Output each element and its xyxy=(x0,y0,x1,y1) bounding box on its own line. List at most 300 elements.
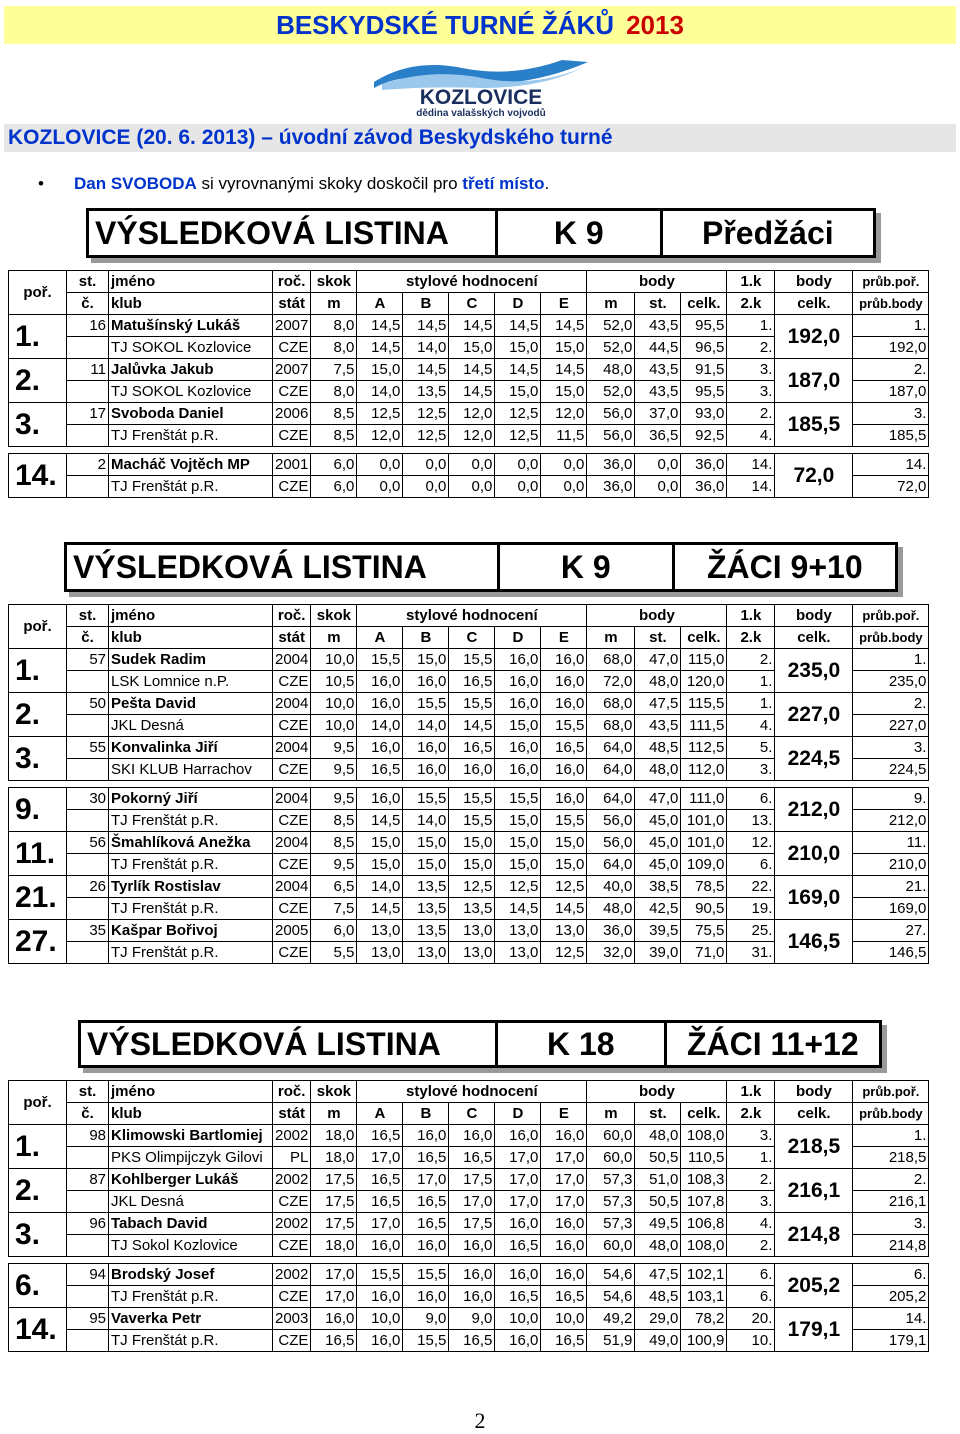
score: 50,5 xyxy=(635,1191,681,1213)
running-points: 224,5 xyxy=(853,759,929,781)
athlete-name: Macháč Vojtěch MP xyxy=(109,454,273,476)
col-header-total-points: body xyxy=(775,1081,853,1103)
score: 16,0 xyxy=(403,1286,449,1308)
score: 14,5 xyxy=(449,381,495,403)
country: CZE xyxy=(273,476,311,498)
score: 16,5 xyxy=(495,1235,541,1257)
place: 14. xyxy=(9,454,67,498)
col-header-judge-d: D xyxy=(495,1103,541,1125)
score: 32,0 xyxy=(587,942,635,964)
score: 8,0 xyxy=(311,337,357,359)
birth-year: 2002 xyxy=(273,1213,311,1235)
running-points: 169,0 xyxy=(853,898,929,920)
col-header-jump: skok xyxy=(311,1081,357,1103)
birth-year: 2004 xyxy=(273,788,311,810)
table-row xyxy=(9,1308,929,1330)
place: 2. xyxy=(9,1169,67,1213)
score: 12,5 xyxy=(541,942,587,964)
col-header-points-style: st. xyxy=(635,293,681,315)
col-header-judge-b: B xyxy=(403,1103,449,1125)
col-header-round1: 1.k xyxy=(727,271,775,293)
score: 15,0 xyxy=(495,715,541,737)
col-header-rank: poř. xyxy=(9,271,67,315)
place: 2. xyxy=(9,693,67,737)
score: 68,0 xyxy=(587,693,635,715)
score: 96,5 xyxy=(681,337,727,359)
athlete-name: Pokorný Jiří xyxy=(109,788,273,810)
place: 3. xyxy=(9,403,67,447)
running-rank: 3. xyxy=(853,403,929,425)
col-header-judge-d: D xyxy=(495,627,541,649)
score: 6,0 xyxy=(311,920,357,942)
score: 13,0 xyxy=(357,942,403,964)
round-rank: 5. xyxy=(727,737,775,759)
score: 17,0 xyxy=(495,1147,541,1169)
round-rank: 1. xyxy=(727,1147,775,1169)
banner-title: VÝSLEDKOVÁ LISTINA xyxy=(81,1023,498,1065)
score: 47,5 xyxy=(635,693,681,715)
club-name: TJ Frenštát p.R. xyxy=(109,854,273,876)
col-header-country: stát xyxy=(273,1103,311,1125)
start-number: 94 xyxy=(67,1264,109,1286)
score: 11,5 xyxy=(541,425,587,447)
blank xyxy=(67,476,109,498)
score: 16,5 xyxy=(357,1125,403,1147)
col-header-round2: 2.k xyxy=(727,1103,775,1125)
score: 8,5 xyxy=(311,403,357,425)
blank xyxy=(67,425,109,447)
score: 16,5 xyxy=(357,1169,403,1191)
blank xyxy=(67,337,109,359)
score: 6,5 xyxy=(311,876,357,898)
score: 48,0 xyxy=(635,671,681,693)
col-header-year: roč. xyxy=(273,271,311,293)
col-header-judge-b: B xyxy=(403,627,449,649)
score: 15,0 xyxy=(541,381,587,403)
score: 16,0 xyxy=(357,693,403,715)
table-row xyxy=(9,876,929,898)
col-header-points-distance: m xyxy=(587,293,635,315)
start-number: 96 xyxy=(67,1213,109,1235)
club-name: TJ Frenštát p.R. xyxy=(109,1286,273,1308)
birth-year: 2004 xyxy=(273,693,311,715)
start-number: 98 xyxy=(67,1125,109,1147)
table-row xyxy=(9,1264,929,1286)
col-header-club: klub xyxy=(109,293,273,315)
score: 15,0 xyxy=(495,337,541,359)
table-gap xyxy=(9,1257,929,1264)
score: 52,0 xyxy=(587,315,635,337)
start-number: 55 xyxy=(67,737,109,759)
col-header-start: st. xyxy=(67,1081,109,1103)
score: 109,0 xyxy=(681,854,727,876)
col-header-judge-c: C xyxy=(449,627,495,649)
total-points: 235,0 xyxy=(775,649,853,693)
score: 13,0 xyxy=(403,942,449,964)
col-header-points-total: celk. xyxy=(681,1103,727,1125)
score: 12,0 xyxy=(449,425,495,447)
running-rank: 21. xyxy=(853,876,929,898)
place: 14. xyxy=(9,1308,67,1352)
col-header-style: stylové hodnocení xyxy=(357,605,587,627)
start-number: 95 xyxy=(67,1308,109,1330)
score: 12,0 xyxy=(449,403,495,425)
col-header-running-rank: průb.poř. xyxy=(853,1081,929,1103)
score: 54,6 xyxy=(587,1264,635,1286)
round-rank: 6. xyxy=(727,854,775,876)
blank xyxy=(67,381,109,403)
country: CZE xyxy=(273,1286,311,1308)
running-points: 185,5 xyxy=(853,425,929,447)
score: 12,5 xyxy=(403,403,449,425)
birth-year: 2005 xyxy=(273,920,311,942)
score: 15,5 xyxy=(449,788,495,810)
running-rank: 3. xyxy=(853,1213,929,1235)
round-rank: 19. xyxy=(727,898,775,920)
score: 100,9 xyxy=(681,1330,727,1352)
round-rank: 2. xyxy=(727,337,775,359)
score: 12,5 xyxy=(449,876,495,898)
score: 15,5 xyxy=(357,649,403,671)
total-points: 205,2 xyxy=(775,1264,853,1308)
round-rank: 4. xyxy=(727,425,775,447)
score: 16,5 xyxy=(449,1330,495,1352)
col-header-name: jméno xyxy=(109,605,273,627)
running-rank: 14. xyxy=(853,454,929,476)
round-rank: 3. xyxy=(727,1125,775,1147)
score: 16,0 xyxy=(449,759,495,781)
score: 16,5 xyxy=(403,1213,449,1235)
score: 16,5 xyxy=(311,1330,357,1352)
score: 50,5 xyxy=(635,1147,681,1169)
running-points: 227,0 xyxy=(853,715,929,737)
country: CZE xyxy=(273,671,311,693)
score: 17,0 xyxy=(449,1191,495,1213)
score: 17,0 xyxy=(357,1147,403,1169)
score: 13,5 xyxy=(403,898,449,920)
col-header-judge-a: A xyxy=(357,627,403,649)
country: CZE xyxy=(273,1330,311,1352)
banner-category: ŽÁCI 11+12 xyxy=(686,1025,859,1062)
score: 102,1 xyxy=(681,1264,727,1286)
score: 16,0 xyxy=(541,1213,587,1235)
score: 16,0 xyxy=(495,759,541,781)
score: 14,5 xyxy=(403,315,449,337)
score: 15,0 xyxy=(449,854,495,876)
score: 57,3 xyxy=(587,1213,635,1235)
blank xyxy=(67,715,109,737)
score: 110,5 xyxy=(681,1147,727,1169)
col-header-year: roč. xyxy=(273,605,311,627)
col-header-start: st. xyxy=(67,605,109,627)
birth-year: 2001 xyxy=(273,454,311,476)
club-name: LSK Lomnice n.P. xyxy=(109,671,273,693)
score: 16,0 xyxy=(495,671,541,693)
running-points: 218,5 xyxy=(853,1147,929,1169)
country: CZE xyxy=(273,715,311,737)
running-rank: 27. xyxy=(853,920,929,942)
score: 17,0 xyxy=(541,1191,587,1213)
col-header-club: klub xyxy=(109,627,273,649)
total-points: 192,0 xyxy=(775,315,853,359)
athlete-name: Kašpar Bořivoj xyxy=(109,920,273,942)
score: 15,0 xyxy=(357,359,403,381)
col-header-points-total: celk. xyxy=(681,627,727,649)
score: 45,0 xyxy=(635,832,681,854)
col-header-distance: m xyxy=(311,1103,357,1125)
col-header-no: č. xyxy=(67,1103,109,1125)
score: 72,0 xyxy=(587,671,635,693)
score: 10,0 xyxy=(311,715,357,737)
score: 49,5 xyxy=(635,1213,681,1235)
club-name: TJ Sokol Kozlovice xyxy=(109,1235,273,1257)
score: 43,5 xyxy=(635,381,681,403)
round-rank: 2. xyxy=(727,1235,775,1257)
score: 15,5 xyxy=(449,810,495,832)
col-header-judge-a: A xyxy=(357,1103,403,1125)
round-rank: 25. xyxy=(727,920,775,942)
score: 115,5 xyxy=(681,693,727,715)
score: 56,0 xyxy=(587,810,635,832)
running-points: 205,2 xyxy=(853,1286,929,1308)
col-header-rank: poř. xyxy=(9,1081,67,1125)
blank xyxy=(67,1235,109,1257)
score: 78,2 xyxy=(681,1308,727,1330)
round-rank: 2. xyxy=(727,403,775,425)
score: 16,5 xyxy=(449,671,495,693)
round-rank: 6. xyxy=(727,1264,775,1286)
round-rank: 10. xyxy=(727,1330,775,1352)
col-header-judge-d: D xyxy=(495,293,541,315)
total-points: 224,5 xyxy=(775,737,853,781)
score: 0,0 xyxy=(357,454,403,476)
score: 12,0 xyxy=(357,425,403,447)
banner-category: ŽÁCI 9+10 xyxy=(707,548,863,585)
table-row xyxy=(9,1169,929,1191)
start-number: 26 xyxy=(67,876,109,898)
score: 14,0 xyxy=(357,381,403,403)
score: 15,0 xyxy=(403,854,449,876)
col-header-points-style: st. xyxy=(635,627,681,649)
running-rank: 2. xyxy=(853,693,929,715)
score: 10,0 xyxy=(311,693,357,715)
round-rank: 1. xyxy=(727,315,775,337)
score: 15,5 xyxy=(403,1264,449,1286)
score: 9,5 xyxy=(311,854,357,876)
country: CZE xyxy=(273,381,311,403)
start-number: 17 xyxy=(67,403,109,425)
score: 17,0 xyxy=(357,1213,403,1235)
col-header-round1: 1.k xyxy=(727,1081,775,1103)
club-name: JKL Desná xyxy=(109,715,273,737)
birth-year: 2004 xyxy=(273,649,311,671)
score: 14,5 xyxy=(495,898,541,920)
score: 6,0 xyxy=(311,476,357,498)
banner-category: Předžáci xyxy=(702,214,834,251)
score: 16,0 xyxy=(403,1125,449,1147)
table-row xyxy=(9,832,929,854)
note-place: třetí místo xyxy=(462,174,545,193)
running-points: 179,1 xyxy=(853,1330,929,1352)
col-header-judge-c: C xyxy=(449,1103,495,1125)
score: 15,5 xyxy=(403,788,449,810)
round-rank: 1. xyxy=(727,693,775,715)
running-points: 216,1 xyxy=(853,1191,929,1213)
score: 64,0 xyxy=(587,854,635,876)
score: 43,5 xyxy=(635,315,681,337)
round-rank: 31. xyxy=(727,942,775,964)
table-row xyxy=(9,403,929,425)
score: 10,0 xyxy=(311,649,357,671)
col-header-points-distance: m xyxy=(587,1103,635,1125)
col-header-year: roč. xyxy=(273,1081,311,1103)
score: 12,5 xyxy=(495,403,541,425)
col-header-round2: 2.k xyxy=(727,293,775,315)
score: 16,0 xyxy=(541,1264,587,1286)
score: 112,0 xyxy=(681,759,727,781)
col-header-name: jméno xyxy=(109,271,273,293)
place: 27. xyxy=(9,920,67,964)
score: 16,0 xyxy=(541,788,587,810)
score: 36,5 xyxy=(635,425,681,447)
blank xyxy=(67,1191,109,1213)
blank xyxy=(67,1147,109,1169)
col-header-style: stylové hodnocení xyxy=(357,271,587,293)
race-info: KOZLOVICE (20. 6. 2013) – úvodní závod Beskydského turné xyxy=(4,124,956,152)
score: 15,5 xyxy=(403,1330,449,1352)
score: 9,5 xyxy=(311,759,357,781)
round-rank: 2. xyxy=(727,1169,775,1191)
athlete-name: Brodský Josef xyxy=(109,1264,273,1286)
score: 9,5 xyxy=(311,737,357,759)
title-text: BESKYDSKÉ TURNÉ ŽÁKŮ xyxy=(276,10,615,40)
score: 112,5 xyxy=(681,737,727,759)
score: 36,0 xyxy=(587,920,635,942)
athlete-name: Šmahlíková Anežka xyxy=(109,832,273,854)
score: 9,5 xyxy=(311,788,357,810)
country: CZE xyxy=(273,1191,311,1213)
document-title xyxy=(4,6,956,44)
running-rank: 1. xyxy=(853,315,929,337)
total-points: 214,8 xyxy=(775,1213,853,1257)
col-header-total-points: body xyxy=(775,271,853,293)
start-number: 35 xyxy=(67,920,109,942)
col-header-round2: 2.k xyxy=(727,627,775,649)
birth-year: 2007 xyxy=(273,359,311,381)
score: 38,5 xyxy=(635,876,681,898)
club-name: TJ Frenštát p.R. xyxy=(109,476,273,498)
start-number: 56 xyxy=(67,832,109,854)
col-header-judge-a: A xyxy=(357,293,403,315)
table-row xyxy=(9,454,929,476)
blank xyxy=(67,671,109,693)
score: 0,0 xyxy=(357,476,403,498)
score: 51,9 xyxy=(587,1330,635,1352)
running-points: 214,8 xyxy=(853,1235,929,1257)
kozlovice-logo xyxy=(372,54,590,118)
score: 15,0 xyxy=(495,854,541,876)
score: 15,5 xyxy=(495,788,541,810)
score: 16,0 xyxy=(357,671,403,693)
birth-year: 2004 xyxy=(273,876,311,898)
score: 16,0 xyxy=(311,1308,357,1330)
score: 14,5 xyxy=(541,898,587,920)
score: 15,5 xyxy=(357,1264,403,1286)
col-header-jump: skok xyxy=(311,605,357,627)
banner-title: VÝSLEDKOVÁ LISTINA xyxy=(67,545,500,589)
score: 0,0 xyxy=(449,476,495,498)
club-name: PKS Olimpijczyk Gilovi xyxy=(109,1147,273,1169)
col-header-points: body xyxy=(587,271,727,293)
score: 48,5 xyxy=(635,737,681,759)
round-rank: 14. xyxy=(727,476,775,498)
results-table xyxy=(8,1080,929,1352)
athlete-name: Konvalinka Jiří xyxy=(109,737,273,759)
score: 60,0 xyxy=(587,1125,635,1147)
score: 16,0 xyxy=(403,737,449,759)
total-points: 169,0 xyxy=(775,876,853,920)
score: 56,0 xyxy=(587,832,635,854)
birth-year: 2002 xyxy=(273,1264,311,1286)
score: 15,0 xyxy=(403,832,449,854)
score: 10,0 xyxy=(357,1308,403,1330)
club-name: TJ Frenštát p.R. xyxy=(109,425,273,447)
place: 1. xyxy=(9,649,67,693)
score: 16,0 xyxy=(357,1330,403,1352)
col-header-total: celk. xyxy=(775,1103,853,1125)
club-name: TJ Frenštát p.R. xyxy=(109,1330,273,1352)
total-points: 212,0 xyxy=(775,788,853,832)
score: 48,0 xyxy=(635,1125,681,1147)
score: 64,0 xyxy=(587,737,635,759)
round-rank: 14. xyxy=(727,454,775,476)
col-header-judge-e: E xyxy=(541,293,587,315)
club-name: TJ SOKOL Kozlovice xyxy=(109,381,273,403)
athlete-name: Klimowski Bartlomiej xyxy=(109,1125,273,1147)
score: 115,0 xyxy=(681,649,727,671)
col-header-total: celk. xyxy=(775,627,853,649)
running-rank: 1. xyxy=(853,1125,929,1147)
athlete-name: Matušínský Lukáš xyxy=(109,315,273,337)
col-header-points-total: celk. xyxy=(681,293,727,315)
score: 16,0 xyxy=(541,649,587,671)
score: 17,0 xyxy=(403,1169,449,1191)
blank xyxy=(67,898,109,920)
place: 11. xyxy=(9,832,67,876)
results-banner xyxy=(86,208,876,258)
start-number: 2 xyxy=(67,454,109,476)
col-header-start: st. xyxy=(67,271,109,293)
birth-year: 2002 xyxy=(273,1125,311,1147)
total-points: 179,1 xyxy=(775,1308,853,1352)
running-rank: 6. xyxy=(853,1264,929,1286)
blank xyxy=(67,810,109,832)
score: 0,0 xyxy=(495,454,541,476)
score: 14,5 xyxy=(449,715,495,737)
score: 12,5 xyxy=(541,876,587,898)
score: 13,5 xyxy=(403,381,449,403)
score: 16,0 xyxy=(449,1235,495,1257)
birth-year: 2007 xyxy=(273,315,311,337)
col-header-distance: m xyxy=(311,627,357,649)
score: 13,0 xyxy=(495,920,541,942)
table-row xyxy=(9,315,929,337)
score: 45,0 xyxy=(635,854,681,876)
score: 0,0 xyxy=(449,454,495,476)
start-number: 57 xyxy=(67,649,109,671)
page-number: 2 xyxy=(474,1408,486,1433)
running-points: 187,0 xyxy=(853,381,929,403)
